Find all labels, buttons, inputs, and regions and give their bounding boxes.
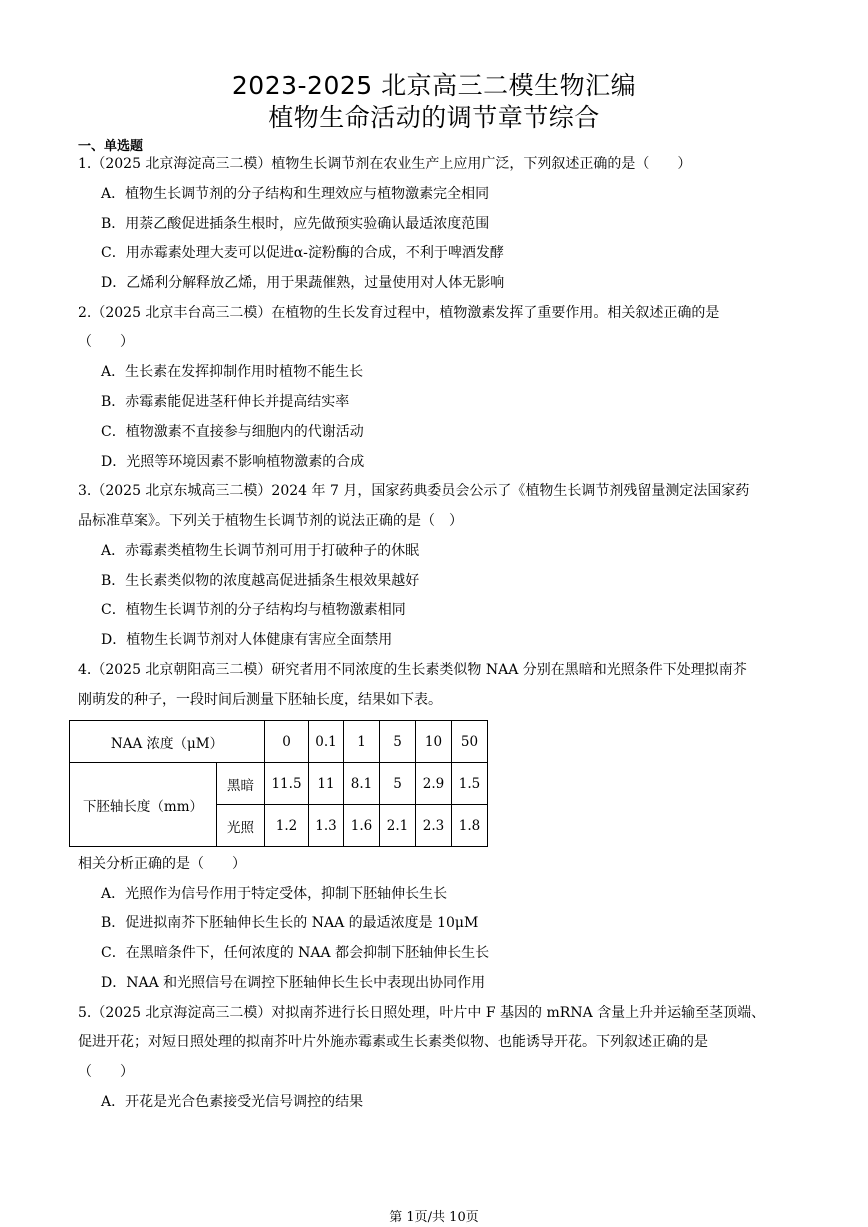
table-header-cell: 0 — [265, 721, 309, 763]
question-2-option-c: C．植物激素不直接参与细胞内的代谢活动 — [101, 424, 364, 440]
table-row — [70, 763, 488, 805]
question-3-option-a: A．赤霉素类植物生长调节剂可用于打破种子的休眠 — [101, 543, 420, 559]
question-4-option-a: A．光照作为信号作用于特定受体，抑制下胚轴伸长生长 — [101, 886, 448, 902]
question-3-stem: 3.（2025 北京东城高三二模）2024 年 7 月，国家药典委员会公示了《植物生长调节剂残留量测定法国家药 — [78, 483, 750, 499]
question-5-stem-cont: 促进开花；对短日照处理的拟南芥叶片外施赤霉素或生长素类似物、也能诱导开花。下列叙述正确的是 — [78, 1034, 708, 1050]
page-footer: 第 1页/共 10页 — [389, 1210, 479, 1225]
question-2-option-a: A．生长素在发挥抑制作用时植物不能生长 — [101, 364, 364, 380]
question-1-option-d: D．乙烯利分解释放乙烯，用于果蔬催熟，过量使用对人体无影响 — [101, 275, 505, 291]
table-cell: 11 — [309, 763, 344, 805]
question-3-option-b: B．生长素类似物的浓度越高促进插条生根效果越好 — [101, 573, 420, 589]
document-title-line1: 2023-2025 北京高三二模生物汇编 — [231, 71, 637, 100]
question-1-option-a: A．植物生长调节剂的分子结构和生理效应与植物激素完全相同 — [101, 186, 490, 202]
table-cell: 8.1 — [344, 763, 380, 805]
question-2-option-b: B．赤霉素能促进茎秆伸长并提高结实率 — [101, 394, 350, 410]
question-2-option-d: D．光照等环境因素不影响植物激素的合成 — [101, 454, 365, 470]
table-condition-cell: 光照 — [217, 805, 265, 847]
table-row-label: 下胚轴长度（mm） — [70, 763, 217, 847]
table-condition-cell: 黑暗 — [217, 763, 265, 805]
section-heading: 一、单选题 — [78, 139, 144, 154]
question-5-stem: 5.（2025 北京海淀高三二模）对拟南芥进行长日照处理，叶片中 F 基因的 mRNA 含量上升并运输至茎顶端、 — [78, 1005, 766, 1021]
naa-data-table — [69, 720, 488, 847]
table-header-label: NAA 浓度（μM） — [70, 721, 265, 763]
table-cell: 1.5 — [452, 763, 488, 805]
question-4-option-b: B．促进拟南芥下胚轴伸长生长的 NAA 的最适浓度是 10μM — [101, 915, 479, 931]
table-header-cell: 10 — [416, 721, 452, 763]
document-title-line2: 植物生命活动的调节章节综合 — [268, 103, 600, 132]
question-1-option-c: C．用赤霉素处理大麦可以促进α-淀粉酶的合成，不利于啤酒发酵 — [101, 245, 504, 261]
question-1-stem: 1.（2025 北京海淀高三二模）植物生长调节剂在农业生产上应用广泛，下列叙述正确的是（ ） — [78, 156, 692, 172]
table-header-cell: 5 — [380, 721, 416, 763]
question-4-stem: 4.（2025 北京朝阳高三二模）研究者用不同浓度的生长素类似物 NAA 分别在黑暗和光照条件下处理拟南芥 — [78, 662, 747, 678]
table-header-cell: 50 — [452, 721, 488, 763]
question-3-option-d: D．植物生长调节剂对人体健康有害应全面禁用 — [101, 632, 393, 648]
question-4-option-c: C．在黑暗条件下，任何浓度的 NAA 都会抑制下胚轴伸长生长 — [101, 945, 490, 961]
table-cell: 2.1 — [380, 805, 416, 847]
table-cell: 1.6 — [344, 805, 380, 847]
table-cell: 1.3 — [309, 805, 344, 847]
table-header-row — [70, 721, 488, 763]
question-5-option-a: A．开花是光合色素接受光信号调控的结果 — [101, 1094, 364, 1110]
question-3-stem-cont: 品标准草案》。下列关于植物生长调节剂的说法正确的是（ ） — [78, 513, 463, 529]
table-header-cell: 0.1 — [309, 721, 344, 763]
question-1-option-b: B．用萘乙酸促进插条生根时，应先做预实验确认最适浓度范围 — [101, 216, 490, 232]
question-5-stem-cont2: （ ） — [78, 1064, 134, 1080]
question-4-option-d: D．NAA 和光照信号在调控下胚轴伸长生长中表现出协同作用 — [101, 975, 486, 991]
table-cell: 1.2 — [265, 805, 309, 847]
table-cell: 2.3 — [416, 805, 452, 847]
table-cell: 2.9 — [416, 763, 452, 805]
question-2-stem-cont: （ ） — [78, 334, 134, 350]
question-3-option-c: C．植物生长调节剂的分子结构均与植物激素相同 — [101, 602, 406, 618]
question-2-stem: 2.（2025 北京丰台高三二模）在植物的生长发育过程中，植物激素发挥了重要作用。相关叙述正确的是 — [78, 305, 720, 321]
table-cell: 5 — [380, 763, 416, 805]
table-header-cell: 1 — [344, 721, 380, 763]
table-cell: 11.5 — [265, 763, 309, 805]
question-4-stem-cont: 刚萌发的种子，一段时间后测量下胚轴长度，结果如下表。 — [78, 692, 442, 708]
question-4-after-table: 相关分析正确的是（ ） — [78, 856, 246, 872]
table-cell: 1.8 — [452, 805, 488, 847]
